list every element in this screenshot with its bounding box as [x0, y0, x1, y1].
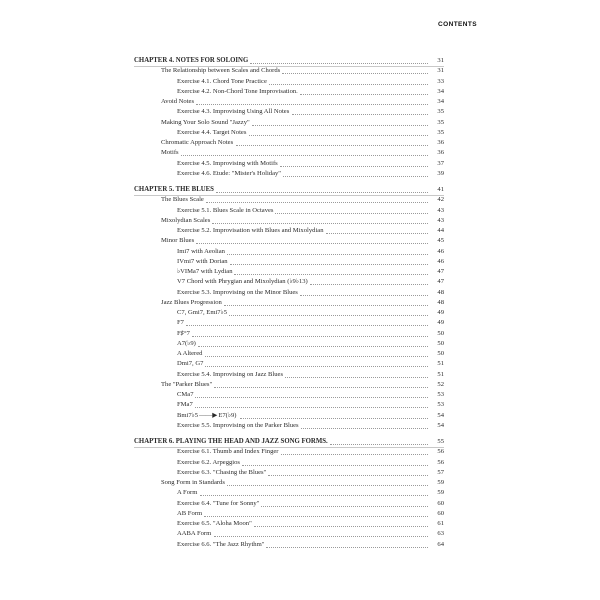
toc-page-number: 43	[437, 216, 444, 224]
toc-entry	[0, 468, 444, 478]
toc-page-number: 36	[437, 139, 444, 146]
toc-entry-title: F♯°7	[177, 329, 190, 337]
toc-page-number: 55	[437, 438, 444, 445]
toc-chapter-entry	[0, 185, 444, 195]
toc-entry-title: FMa7	[177, 401, 193, 409]
toc-page-number: 36	[437, 149, 444, 157]
dot-leader	[283, 176, 428, 177]
toc-entry	[0, 370, 444, 380]
toc-entry-title: Dmi7, G7	[177, 360, 204, 368]
toc-entry	[0, 298, 444, 308]
dot-leader	[281, 454, 428, 455]
dot-leader	[214, 387, 428, 388]
toc-entry	[0, 478, 444, 488]
toc-page-number: 54	[437, 421, 444, 429]
toc-entry	[0, 380, 444, 390]
dot-leader	[234, 274, 428, 275]
toc-page-number: 56	[437, 458, 444, 466]
dot-leader	[206, 202, 428, 203]
arrow-icon: ——▶	[199, 411, 218, 419]
dot-leader	[330, 444, 428, 445]
toc-entry	[0, 97, 444, 107]
dot-leader	[195, 407, 428, 408]
toc-page-number: 64	[437, 540, 444, 548]
toc-entry-title: Exercise 6.4. "Tune for Sonny"	[177, 499, 260, 507]
toc-page-number: 59	[437, 489, 444, 497]
toc-page-number: 61	[437, 520, 444, 527]
toc-page-number: 50	[437, 329, 444, 337]
toc-page-number: 60	[437, 499, 444, 507]
toc-page-number: 46	[437, 257, 444, 265]
toc-entry-title: Exercise 4.3. Improvising Using All Notes	[177, 108, 290, 116]
toc-entry	[0, 107, 444, 117]
dot-leader	[196, 243, 428, 244]
toc-page-number: 56	[437, 448, 444, 456]
toc-entry-title: Exercise 4.6. Etude: "Mister's Holiday"	[177, 169, 281, 177]
toc-entry-title: The Relationship between Scales and Chords	[161, 67, 281, 75]
dot-leader	[292, 114, 428, 115]
toc-page-number: 63	[437, 530, 444, 538]
toc-entry	[0, 277, 444, 287]
toc-page-number: 44	[437, 227, 444, 234]
dot-leader	[300, 295, 428, 296]
toc-entry	[0, 519, 444, 529]
toc-entry-title: A Altered	[177, 350, 203, 357]
toc-entry-title: Exercise 4.4. Target Notes	[177, 128, 247, 136]
toc-entry	[0, 169, 444, 179]
dot-leader	[229, 315, 428, 316]
toc-entry-title: Chromatic Approach Notes	[161, 139, 234, 146]
toc-entry	[0, 159, 444, 169]
toc-entry-title: Exercise 6.1. Thumb and Index Finger	[177, 448, 279, 456]
toc-entry-title: Exercise 6.5. "Aloha Moon"	[177, 520, 252, 527]
dot-leader	[224, 305, 428, 306]
dot-leader	[266, 547, 428, 548]
toc-entry	[0, 339, 444, 349]
toc-page-number: 48	[437, 288, 444, 296]
dot-leader	[268, 475, 428, 476]
toc-page-number: 35	[437, 128, 444, 136]
toc-entry-title: CHAPTER 4. NOTES FOR SOLOING	[134, 57, 249, 64]
dot-leader	[282, 73, 428, 74]
toc-entry	[0, 488, 444, 498]
toc-entry	[0, 206, 444, 216]
toc-entry-title: Exercise 6.3. "Chasing the Blues"	[177, 468, 267, 476]
toc-page-number: 31	[437, 57, 444, 64]
toc-page-number: 54	[437, 411, 444, 419]
toc-entry	[0, 509, 444, 519]
toc-entry	[0, 87, 444, 97]
toc-page-number: 33	[437, 77, 444, 85]
dot-leader	[250, 63, 428, 64]
dot-leader	[300, 94, 428, 95]
toc-chapter-entry	[0, 437, 444, 447]
dot-leader	[227, 485, 428, 486]
dot-leader	[301, 428, 428, 429]
dot-leader	[186, 325, 428, 326]
toc-entry	[0, 390, 444, 400]
toc-page-number: 41	[437, 186, 444, 193]
toc-chapter-entry	[0, 56, 444, 66]
toc-entry-title: Exercise 5.3. Improvising on the Minor Blues	[177, 288, 298, 296]
toc-page-number: 42	[437, 196, 444, 204]
toc-entry-title: Exercise 4.1. Chord Tone Practice	[177, 77, 267, 85]
toc-entry-title-continued: E7(♭9)	[218, 411, 237, 419]
toc-entry-title: Exercise 5.1. Blues Scale in Octaves	[177, 206, 274, 214]
toc-entry	[0, 138, 444, 148]
toc-page-number: 34	[437, 87, 444, 95]
toc-entry-title: Avoid Notes	[161, 98, 195, 105]
toc-entry-title: CHAPTER 6. PLAYING THE HEAD AND JAZZ SONG FORMS.	[134, 438, 328, 445]
dot-leader	[326, 233, 428, 234]
toc-entry-title: ♭VIMa7 with Lydian	[177, 268, 233, 275]
toc-entry	[0, 458, 444, 468]
dot-leader	[230, 264, 428, 265]
toc-entry-title: Exercise 6.6. "The Jazz Rhythm"	[177, 540, 265, 548]
toc-entry	[0, 529, 444, 539]
toc-entry	[0, 216, 444, 226]
toc-entry	[0, 499, 444, 509]
toc-entry	[0, 128, 444, 138]
toc-entry	[0, 318, 444, 328]
dot-leader	[200, 495, 428, 496]
dot-leader	[181, 155, 428, 156]
dot-leader	[198, 346, 428, 347]
toc-page-number: 48	[437, 298, 444, 306]
toc-entry-title: Jazz Blues Progression	[161, 298, 222, 306]
toc-entry-title: Bmi7♭5——▶E7(♭9)	[177, 411, 237, 419]
dot-leader	[254, 526, 428, 527]
toc-entry-title: Making Your Solo Sound "Jazzy"	[161, 118, 250, 126]
toc-entry-title: Song Form in Standards	[161, 479, 225, 486]
toc-entry	[0, 236, 444, 246]
toc-entry-title: Motifs	[161, 149, 179, 157]
toc-page-number: 50	[437, 339, 444, 347]
dot-leader	[192, 336, 428, 337]
dot-leader	[227, 254, 428, 255]
toc-page-number: 39	[437, 169, 444, 177]
toc-entry	[0, 118, 444, 128]
toc-page-number: 60	[437, 509, 444, 517]
dot-leader	[310, 284, 428, 285]
dot-leader	[240, 418, 428, 419]
toc-entry	[0, 400, 444, 410]
dot-leader	[252, 125, 428, 126]
dot-leader	[236, 145, 428, 146]
toc-entry	[0, 148, 444, 158]
toc-entry-title: The Blues Scale	[161, 196, 204, 204]
toc-entry	[0, 411, 444, 421]
toc-page-number: 43	[437, 206, 444, 214]
dot-leader	[280, 166, 428, 167]
toc-entry-title: A Form	[177, 489, 198, 497]
toc-page-number: 59	[437, 479, 444, 486]
toc-page-number: 35	[437, 118, 444, 126]
toc-page-number: 53	[437, 391, 444, 398]
toc-entry-title: Exercise 5.4. Improvising on Jazz Blues	[177, 370, 284, 378]
toc-entry	[0, 447, 444, 457]
toc-page-number: 45	[437, 237, 444, 245]
toc-page-number: 47	[437, 268, 444, 275]
dot-leader	[285, 377, 428, 378]
toc-entry-title: The "Parker Blues"	[161, 380, 213, 388]
toc-entry-title: CHAPTER 5. THE BLUES	[134, 186, 214, 193]
toc-entry-title: F7	[177, 319, 184, 327]
toc-entry	[0, 349, 444, 359]
toc-page-number: 52	[437, 380, 444, 388]
toc-entry-title: Exercise 5.2. Improvisation with Blues and Mixolydian	[177, 227, 324, 234]
dot-leader	[214, 536, 428, 537]
toc-entry-title: Exercise 5.5. Improvising on the Parker Blues	[177, 421, 299, 429]
toc-entry-title: V7 Chord with Phrygian and Mixolydian (♭9♭13)	[177, 278, 308, 286]
toc-entry-title: Exercise 4.2. Non-Chord Tone Improvisation.	[177, 87, 298, 95]
toc-entry-title: A7(♭9)	[177, 339, 196, 347]
toc-page-number: 46	[437, 247, 444, 255]
dot-leader	[195, 397, 428, 398]
dot-leader	[275, 213, 428, 214]
dot-leader	[205, 366, 428, 367]
dot-leader	[204, 516, 428, 517]
toc-entry	[0, 66, 444, 76]
dot-leader	[261, 506, 428, 507]
toc-entry-title: C7, Gmi7, Emi7♭5	[177, 309, 228, 316]
toc-entry	[0, 247, 444, 257]
dot-leader	[249, 135, 428, 136]
toc-entry	[0, 329, 444, 339]
toc-entry-title: Minor Blues	[161, 237, 195, 245]
toc-entry	[0, 540, 444, 550]
page-header-title: CONTENTS	[438, 21, 477, 28]
toc-page-number: 47	[437, 278, 444, 286]
dot-leader	[216, 192, 428, 193]
toc-page-number: 57	[437, 468, 444, 476]
toc-page-number: 35	[437, 108, 444, 116]
toc-entry	[0, 257, 444, 267]
toc-entry-title: Mixolydian Scales	[161, 216, 211, 224]
toc-entry	[0, 267, 444, 277]
toc-entry-title: IVmi7 with Dorian	[177, 257, 228, 265]
toc-page-number: 37	[437, 159, 444, 167]
toc-entry-title: Exercise 6.2. Arpeggios	[177, 458, 240, 466]
toc-page-number: 53	[437, 401, 444, 409]
toc-entry	[0, 421, 444, 431]
toc-page-number: 50	[437, 350, 444, 357]
toc-entry-title: Imi7 with Aeolian	[177, 247, 225, 255]
toc-entry-title: Exercise 4.5. Improvising with Motifs	[177, 159, 278, 167]
toc-entry	[0, 77, 444, 87]
dot-leader	[242, 465, 428, 466]
toc-page-number: 31	[437, 67, 444, 75]
toc-entry	[0, 195, 444, 205]
dot-leader	[205, 356, 428, 357]
toc-page-number: 49	[437, 319, 444, 327]
toc-entry	[0, 359, 444, 369]
toc-entry	[0, 308, 444, 318]
dot-leader	[196, 104, 428, 105]
toc-entry-title: AABA Form	[177, 530, 212, 538]
toc-entry-title: CMa7	[177, 391, 194, 398]
dot-leader	[269, 84, 428, 85]
toc-entry	[0, 288, 444, 298]
toc-page-number: 51	[437, 370, 444, 378]
toc-page-number: 34	[437, 98, 444, 105]
toc-page-number: 49	[437, 309, 444, 316]
toc-entry-title: AB Form	[177, 509, 203, 517]
toc-entry	[0, 226, 444, 236]
dot-leader	[212, 223, 428, 224]
toc-page-number: 51	[437, 360, 444, 368]
